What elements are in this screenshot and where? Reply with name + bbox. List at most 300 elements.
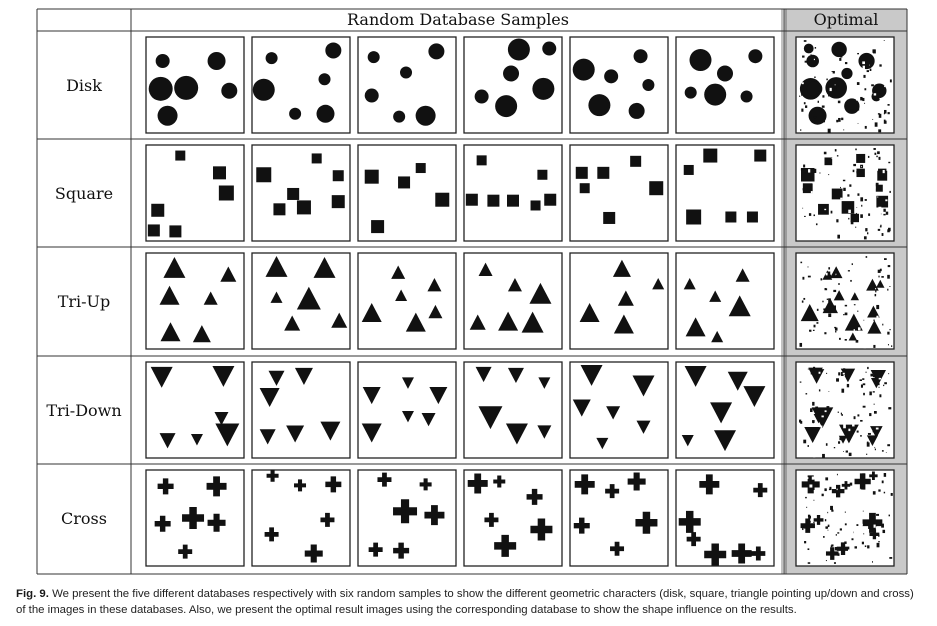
noise-speck xyxy=(878,57,880,59)
noise-speck xyxy=(858,557,859,558)
noise-speck xyxy=(846,192,848,194)
sample-image xyxy=(146,145,244,241)
noise-speck xyxy=(809,213,811,216)
disk-shape xyxy=(365,89,379,103)
noise-speck xyxy=(814,169,817,173)
noise-speck xyxy=(883,225,885,228)
noise-speck xyxy=(888,112,890,114)
noise-speck xyxy=(808,169,810,172)
noise-speck xyxy=(878,535,879,537)
square-shape xyxy=(151,204,164,217)
sample-frame xyxy=(358,253,456,349)
noise-speck xyxy=(819,172,820,173)
noise-speck xyxy=(859,184,861,186)
noise-speck xyxy=(873,491,876,494)
noise-speck xyxy=(829,489,831,490)
noise-speck xyxy=(823,308,825,310)
noise-speck xyxy=(889,286,890,287)
noise-speck xyxy=(836,120,838,122)
noise-speck xyxy=(867,367,869,369)
noise-speck xyxy=(860,155,862,156)
noise-speck xyxy=(882,450,884,451)
disk-shape xyxy=(325,42,341,58)
square-shape xyxy=(371,220,384,233)
noise-speck xyxy=(864,88,866,90)
noise-speck xyxy=(874,93,876,95)
sample-image xyxy=(570,470,668,566)
noise-speck xyxy=(884,382,887,384)
noise-speck xyxy=(871,475,872,476)
noise-speck xyxy=(864,236,867,239)
noise-speck xyxy=(874,411,877,414)
noise-speck xyxy=(876,305,879,309)
noise-speck xyxy=(863,56,864,57)
noise-speck xyxy=(847,303,848,304)
noise-speck xyxy=(820,426,823,428)
noise-speck xyxy=(814,59,815,60)
noise-speck xyxy=(853,164,856,166)
noise-speck xyxy=(884,258,887,260)
disk-shape xyxy=(604,69,618,83)
noise-speck xyxy=(808,186,811,190)
disk-shape xyxy=(393,111,405,123)
noise-speck xyxy=(841,413,842,415)
disk-shape xyxy=(831,42,846,57)
noise-speck xyxy=(813,500,814,501)
disk-shape xyxy=(368,51,380,63)
noise-speck xyxy=(802,56,804,58)
noise-speck xyxy=(834,275,835,276)
noise-speck xyxy=(869,65,870,66)
row-label-disk: Disk xyxy=(66,76,102,95)
noise-speck xyxy=(872,561,873,562)
noise-speck xyxy=(884,110,886,114)
noise-speck xyxy=(825,410,827,412)
noise-speck xyxy=(803,188,805,190)
noise-speck xyxy=(804,172,806,173)
noise-speck xyxy=(835,274,838,277)
noise-speck xyxy=(808,515,810,517)
square-shape xyxy=(754,150,766,162)
noise-speck xyxy=(832,47,834,49)
noise-speck xyxy=(806,507,807,508)
noise-speck xyxy=(884,473,886,477)
square-shape xyxy=(175,151,185,161)
noise-speck xyxy=(879,113,880,114)
noise-speck xyxy=(867,126,870,128)
disk-shape xyxy=(588,94,610,116)
sample-image xyxy=(464,253,562,349)
noise-speck xyxy=(800,129,801,130)
square-shape xyxy=(169,225,181,237)
noise-speck xyxy=(818,101,819,103)
noise-speck xyxy=(857,151,859,154)
noise-speck xyxy=(860,97,862,100)
noise-speck xyxy=(879,394,881,397)
noise-speck xyxy=(838,283,840,284)
noise-speck xyxy=(843,60,844,61)
noise-speck xyxy=(863,75,865,78)
noise-speck xyxy=(878,207,881,211)
noise-speck xyxy=(860,197,863,201)
noise-speck xyxy=(843,368,845,370)
noise-speck xyxy=(818,91,819,92)
square-shape xyxy=(580,183,590,193)
noise-speck xyxy=(816,196,817,197)
disk-shape xyxy=(841,68,852,79)
noise-speck xyxy=(877,383,879,385)
noise-speck xyxy=(863,332,865,334)
noise-speck xyxy=(850,309,851,310)
noise-speck xyxy=(873,447,874,448)
noise-speck xyxy=(860,297,862,299)
noise-speck xyxy=(861,487,863,490)
noise-speck xyxy=(828,94,830,96)
noise-speck xyxy=(831,510,833,512)
noise-speck xyxy=(801,168,803,170)
sample-image xyxy=(252,253,350,349)
noise-speck xyxy=(865,228,867,231)
noise-speck xyxy=(888,373,889,374)
noise-speck xyxy=(831,292,832,293)
noise-speck xyxy=(818,153,820,155)
noise-speck xyxy=(811,54,812,55)
noise-speck xyxy=(811,534,812,535)
noise-speck xyxy=(850,204,851,205)
disk-shape xyxy=(221,83,237,99)
noise-speck xyxy=(813,367,815,369)
noise-speck xyxy=(886,118,889,120)
noise-speck xyxy=(816,322,818,324)
noise-speck xyxy=(803,440,806,444)
noise-speck xyxy=(845,512,846,513)
row-labels xyxy=(46,76,121,528)
noise-speck xyxy=(799,123,800,125)
noise-speck xyxy=(870,374,873,377)
square-shape xyxy=(801,168,815,182)
noise-speck xyxy=(861,524,863,526)
noise-speck xyxy=(812,402,814,406)
noise-speck xyxy=(868,433,871,435)
noise-speck xyxy=(857,193,859,195)
noise-speck xyxy=(805,497,807,498)
square-shape xyxy=(747,212,758,223)
noise-speck xyxy=(848,210,851,213)
disk-shape xyxy=(804,44,814,54)
noise-speck xyxy=(800,262,802,264)
noise-speck xyxy=(878,541,880,542)
noise-speck xyxy=(862,98,864,101)
square-shape xyxy=(878,169,886,177)
noise-speck xyxy=(837,532,839,533)
noise-speck xyxy=(838,101,841,104)
noise-speck xyxy=(813,455,815,458)
noise-speck xyxy=(888,104,890,106)
row-label-tri-down: Tri-Down xyxy=(46,401,122,420)
noise-speck xyxy=(888,344,889,345)
noise-speck xyxy=(845,305,847,307)
noise-speck xyxy=(832,207,833,209)
noise-speck xyxy=(885,508,886,509)
noise-speck xyxy=(883,209,885,212)
square-shape xyxy=(537,170,547,180)
square-shape xyxy=(684,165,694,175)
noise-speck xyxy=(865,271,866,272)
noise-speck xyxy=(869,392,871,396)
noise-speck xyxy=(801,109,803,112)
disk-shape xyxy=(685,87,697,99)
noise-speck xyxy=(819,372,821,374)
noise-speck xyxy=(840,198,842,200)
noise-speck xyxy=(875,288,876,289)
sample-image xyxy=(464,470,562,566)
noise-speck xyxy=(887,289,888,291)
noise-speck xyxy=(836,534,837,535)
noise-speck xyxy=(861,385,863,388)
noise-speck xyxy=(821,278,823,280)
disk-shape xyxy=(208,52,226,70)
noise-speck xyxy=(877,543,880,547)
noise-speck xyxy=(855,60,857,62)
noise-speck xyxy=(856,340,859,343)
noise-speck xyxy=(848,429,850,431)
noise-speck xyxy=(843,373,845,374)
noise-speck xyxy=(863,320,864,321)
noise-speck xyxy=(875,290,876,292)
disk-shape xyxy=(317,105,335,123)
noise-speck xyxy=(852,304,854,308)
noise-speck xyxy=(816,223,818,225)
noise-speck xyxy=(858,327,861,330)
noise-speck xyxy=(804,541,806,543)
noise-speck xyxy=(863,66,865,69)
noise-speck xyxy=(845,432,848,436)
noise-speck xyxy=(836,378,839,381)
disk-shape xyxy=(156,54,170,68)
noise-speck xyxy=(828,391,829,392)
noise-speck xyxy=(838,118,841,122)
noise-speck xyxy=(870,208,873,210)
noise-speck xyxy=(814,337,817,340)
noise-speck xyxy=(860,420,862,422)
noise-speck xyxy=(860,236,861,237)
noise-speck xyxy=(845,313,848,316)
sample-frame xyxy=(252,253,350,349)
sample-image xyxy=(464,145,562,241)
noise-speck xyxy=(875,449,876,451)
noise-speck xyxy=(826,560,827,561)
noise-speck xyxy=(830,167,832,169)
noise-speck xyxy=(879,98,881,100)
figure-caption xyxy=(16,587,926,618)
noise-speck xyxy=(875,294,877,296)
noise-speck xyxy=(891,493,893,496)
noise-speck xyxy=(856,97,859,101)
noise-speck xyxy=(835,88,837,90)
noise-speck xyxy=(819,205,821,206)
noise-speck xyxy=(807,97,809,98)
noise-speck xyxy=(882,324,883,326)
disk-shape xyxy=(174,76,198,100)
row-label-tri-up: Tri-Up xyxy=(57,292,111,311)
noise-speck xyxy=(826,373,827,374)
noise-speck xyxy=(861,205,862,207)
noise-speck xyxy=(833,305,836,309)
noise-speck xyxy=(863,511,864,512)
noise-speck xyxy=(822,95,824,97)
noise-speck xyxy=(857,53,859,54)
square-shape xyxy=(603,212,615,224)
noise-speck xyxy=(815,47,816,49)
noise-speck xyxy=(862,546,863,547)
noise-speck xyxy=(826,79,827,81)
noise-speck xyxy=(843,180,845,181)
noise-speck xyxy=(884,40,885,41)
square-shape xyxy=(597,167,609,179)
noise-speck xyxy=(828,272,831,276)
noise-speck xyxy=(837,235,840,239)
noise-speck xyxy=(882,481,884,484)
disk-shape xyxy=(642,79,654,91)
sample-image xyxy=(570,253,668,349)
sample-image xyxy=(358,470,456,566)
noise-speck xyxy=(864,219,865,220)
noise-speck xyxy=(838,372,840,375)
noise-speck xyxy=(863,344,866,348)
noise-speck xyxy=(828,129,831,133)
noise-speck xyxy=(863,393,865,395)
noise-speck xyxy=(862,542,864,545)
noise-speck xyxy=(875,299,878,301)
noise-speck xyxy=(824,152,827,155)
noise-speck xyxy=(848,549,850,551)
noise-speck xyxy=(865,126,867,129)
noise-speck xyxy=(883,268,885,269)
noise-speck xyxy=(880,556,883,559)
noise-speck xyxy=(854,416,856,419)
noise-speck xyxy=(815,312,817,313)
noise-speck xyxy=(832,158,833,159)
noise-speck xyxy=(846,421,848,424)
noise-speck xyxy=(870,69,872,71)
noise-speck xyxy=(827,512,828,513)
noise-speck xyxy=(884,492,885,494)
noise-speck xyxy=(841,389,844,393)
noise-speck xyxy=(876,514,879,516)
noise-speck xyxy=(834,447,835,448)
noise-speck xyxy=(887,491,889,493)
caption-text: We present the five different databases respectively with six random samples to show the different geometric characters (disk, square, triangle pointing up/down and cross) of the images in these databases. Also, we present the optimal result images using the corresponding database to show the shape influence on the results. xyxy=(16,588,914,616)
noise-speck xyxy=(862,378,864,380)
noise-speck xyxy=(802,82,804,84)
noise-speck xyxy=(878,229,880,231)
noise-speck xyxy=(872,119,873,120)
noise-speck xyxy=(819,389,820,391)
noise-speck xyxy=(822,119,825,122)
square-shape xyxy=(576,167,588,179)
square-shape xyxy=(824,157,832,165)
noise-speck xyxy=(813,522,814,523)
noise-speck xyxy=(843,424,846,428)
square-shape xyxy=(842,201,855,214)
noise-speck xyxy=(877,196,878,197)
disk-shape xyxy=(807,81,822,96)
square-shape xyxy=(686,210,701,225)
noise-speck xyxy=(850,483,852,486)
noise-speck xyxy=(889,557,892,559)
square-shape xyxy=(365,170,379,184)
noise-speck xyxy=(808,369,809,370)
noise-speck xyxy=(876,183,879,186)
noise-speck xyxy=(799,41,801,42)
square-shape xyxy=(507,195,519,207)
noise-speck xyxy=(802,224,803,225)
noise-speck xyxy=(826,443,828,446)
noise-speck xyxy=(809,521,811,523)
noise-speck xyxy=(826,89,827,90)
noise-speck xyxy=(840,215,842,217)
noise-speck xyxy=(875,424,876,425)
noise-speck xyxy=(830,88,832,91)
noise-speck xyxy=(827,530,828,531)
noise-speck xyxy=(883,214,885,216)
noise-speck xyxy=(857,311,858,312)
square-shape xyxy=(649,181,663,195)
noise-speck xyxy=(865,372,866,373)
sample-image xyxy=(676,470,774,566)
noise-speck xyxy=(833,384,835,386)
noise-speck xyxy=(878,129,881,132)
noise-speck xyxy=(885,199,887,201)
noise-speck xyxy=(889,191,890,193)
noise-speck xyxy=(883,385,884,386)
noise-speck xyxy=(825,519,826,521)
noise-speck xyxy=(844,541,846,543)
noise-speck xyxy=(843,129,844,130)
square-shape xyxy=(273,203,285,215)
noise-speck xyxy=(828,313,831,317)
noise-speck xyxy=(817,309,819,311)
disk-shape xyxy=(266,52,278,64)
noise-speck xyxy=(877,334,880,338)
square-shape xyxy=(219,186,234,201)
optimal-image xyxy=(796,37,894,133)
noise-speck xyxy=(833,290,836,292)
noise-speck xyxy=(864,103,865,104)
noise-speck xyxy=(870,429,872,430)
noise-speck xyxy=(856,213,857,214)
noise-speck xyxy=(862,514,863,515)
noise-speck xyxy=(835,149,837,151)
noise-speck xyxy=(870,263,872,264)
noise-speck xyxy=(883,170,885,173)
noise-speck xyxy=(848,70,850,73)
noise-speck xyxy=(881,276,883,278)
disk-shape xyxy=(806,55,819,68)
noise-speck xyxy=(847,194,849,196)
noise-speck xyxy=(840,55,842,58)
noise-speck xyxy=(860,435,862,437)
noise-speck xyxy=(887,332,889,335)
disk-shape xyxy=(149,77,173,101)
noise-speck xyxy=(836,219,838,222)
noise-speck xyxy=(813,422,814,423)
disk-shape xyxy=(629,103,645,119)
noise-speck xyxy=(838,412,839,413)
optimal-image xyxy=(796,145,894,241)
noise-speck xyxy=(808,548,810,550)
noise-speck xyxy=(876,156,877,158)
